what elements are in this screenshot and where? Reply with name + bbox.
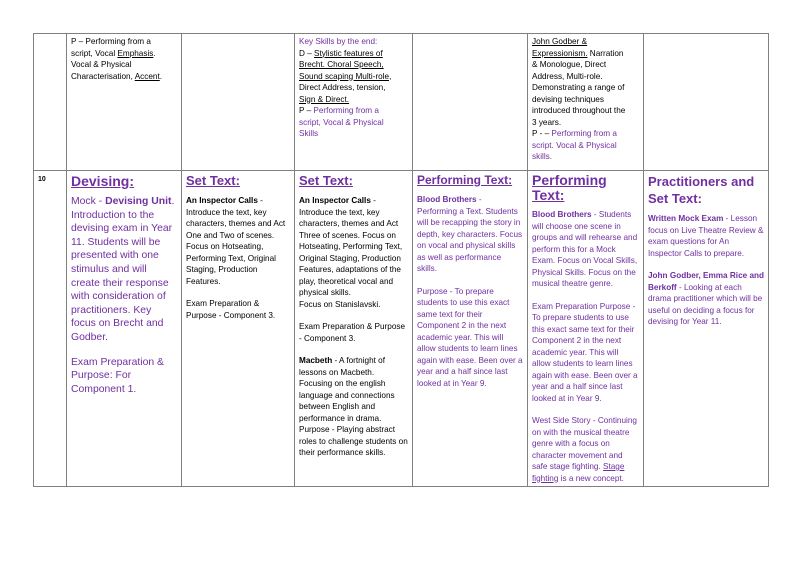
skills-line: Vocal & Physical bbox=[71, 60, 132, 69]
key-skill-line: Brecht. Choral Speech, bbox=[299, 60, 384, 69]
d-prefix: D – bbox=[299, 48, 315, 58]
devising-body: Mock - Devising Unit. Introduction to the devising exam in Year 11. Students will be presented with one stimulus and will create their response with consideration of practitioners. Key focus on Brecht and Godber. bbox=[71, 196, 175, 343]
godber-line: devising techniques bbox=[532, 94, 604, 104]
cell-performing-text-2 bbox=[528, 171, 644, 487]
cell-devising bbox=[67, 171, 182, 487]
godber-line: skills. bbox=[532, 152, 553, 161]
set-text-exam: Exam Preparation & Purpose - Component 3. bbox=[299, 322, 406, 343]
cell-set-text-2 bbox=[295, 171, 413, 487]
performing-purpose: Purpose - To prepare students to use this exact same text for their Component 2 in the next academic year. This will allow students to learn lines again with ease. Been over a year and a half since last looked at in Year 9. bbox=[417, 286, 523, 388]
practitioners-body-2: John Godber, Emma Rice and Berkoff - Looking at each drama practitioner which will be useful on deciding a focus for devising for Year 11. bbox=[648, 271, 765, 326]
cell-set-text-1 bbox=[182, 171, 295, 487]
performing-body: Blood Brothers - Students will choose one scene in groups and will rehearse and perform this for a Mock Exam. Focus on Vocal Skills, Physical Skills. Focus on the musical theatre genre. bbox=[532, 210, 638, 288]
godber-line: introduced throughout the bbox=[532, 106, 626, 115]
practitioners-heading: Practitioners and Set Text: bbox=[648, 174, 755, 206]
skills-underlined: Accent bbox=[134, 71, 160, 81]
cell-godber bbox=[528, 34, 644, 171]
godber-line: Narration bbox=[587, 48, 624, 58]
key-skill-line: Direct Address, tension, bbox=[299, 83, 386, 92]
p-prefix: P - – bbox=[532, 129, 552, 138]
godber-line: script. Vocal & Physical bbox=[532, 140, 617, 150]
godber-line: Address, Multi-role. bbox=[532, 71, 603, 81]
key-skill-line: Skills bbox=[299, 129, 319, 138]
cell-performing-text-1 bbox=[413, 171, 528, 487]
godber-line: 3 years. bbox=[532, 117, 562, 127]
skills-underlined: Emphasis bbox=[117, 48, 154, 58]
godber-line: & Monologue, Direct bbox=[532, 60, 607, 69]
cell-empty bbox=[182, 34, 295, 171]
key-skill-line: Performing from a bbox=[313, 106, 379, 115]
west-side-story: West Side Story - Continuing on with the musical theatre genre with a focus on character movement and safe stage fighting. Stage fighting is a new concept. bbox=[532, 416, 637, 483]
cell-key-skills bbox=[295, 34, 413, 171]
skills-line: P – Performing from a bbox=[71, 37, 151, 46]
skills-line: Characterisation, bbox=[71, 71, 135, 81]
devising-heading: Devising: bbox=[71, 173, 135, 189]
performing-body: Blood Brothers - Performing a Text. Students will be recapping the story in depth, key characters. Focus on vocal and physical skills as well as performance skills. bbox=[417, 195, 523, 273]
macbeth-body: Macbeth - A fortnight of lessons on Macbeth. Focusing on the english language and connections between English and performance in drama. Purpose - Playing abstract roles to challenge students on their performance skills. bbox=[299, 356, 408, 457]
scheme-of-work-table bbox=[33, 33, 769, 487]
key-skill-line: Sign & Direct. bbox=[299, 94, 350, 104]
set-text-focus: Focus on Stanislavski. bbox=[299, 299, 381, 309]
week-cell-empty bbox=[34, 34, 67, 171]
performing-text-heading: Performing Text: bbox=[417, 173, 513, 187]
cell-devising-skills bbox=[67, 34, 182, 171]
set-text-body: An Inspector Calls - Introduce the text, key characters, themes and Act Three of scenes. Focus on Hotseating, Performing Text, Original Staging, Production Features, adaptations of the play, theoretical vocal and physical skills. bbox=[299, 196, 403, 297]
skills-line: . bbox=[153, 48, 156, 58]
skills-line: . bbox=[159, 71, 163, 81]
cell-practitioners bbox=[644, 171, 769, 487]
godber-line: John Godber & bbox=[532, 37, 588, 46]
key-skills-intro: Key Skills by the end: bbox=[299, 37, 378, 46]
skills-line: script, Vocal bbox=[71, 48, 118, 58]
devising-exam: Exam Preparation & Purpose: For Component 1. bbox=[71, 356, 164, 395]
key-skill-line: Sound scaping Multi-role, bbox=[299, 71, 392, 81]
table-row-continued bbox=[34, 34, 769, 171]
performing-purpose: Exam Preparation Purpose - To prepare students to use this exact same text for their Component 2 in the next academic year. This will allow students to learn lines again with ease. Been over a year and a half since last looked at in Year 9. bbox=[532, 301, 638, 403]
set-text-heading: Set Text: bbox=[186, 173, 240, 188]
practitioners-body: Written Mock Exam - Lesson focus on Live Theatre Review & exam questions for An Inspector Calls to prepare. bbox=[648, 214, 764, 258]
set-text-body: An Inspector Calls - Introduce the text, key characters, themes and Act One and Two of scenes. Focus on Hotseating, Performing Text, Original Staging, Production Features. bbox=[186, 196, 286, 286]
performing-text-heading: Performing Text: bbox=[532, 172, 607, 203]
cell-empty bbox=[644, 34, 769, 171]
godber-line: Performing from a bbox=[551, 129, 617, 138]
godber-line: Demonstrating a range of bbox=[532, 83, 625, 92]
table-row-week-10 bbox=[34, 171, 769, 487]
key-skill-line: script, Vocal & Physical bbox=[299, 117, 384, 127]
key-skill-line: Stylistic features of bbox=[314, 48, 383, 58]
godber-line: Expressionism. bbox=[532, 48, 588, 58]
week-number-cell bbox=[34, 171, 67, 487]
week-number: 10 bbox=[38, 176, 46, 183]
p-prefix: P – bbox=[299, 106, 314, 115]
set-text-exam: Exam Preparation & Purpose - Component 3. bbox=[186, 299, 276, 320]
set-text-heading: Set Text: bbox=[299, 173, 353, 188]
cell-empty bbox=[413, 34, 528, 171]
